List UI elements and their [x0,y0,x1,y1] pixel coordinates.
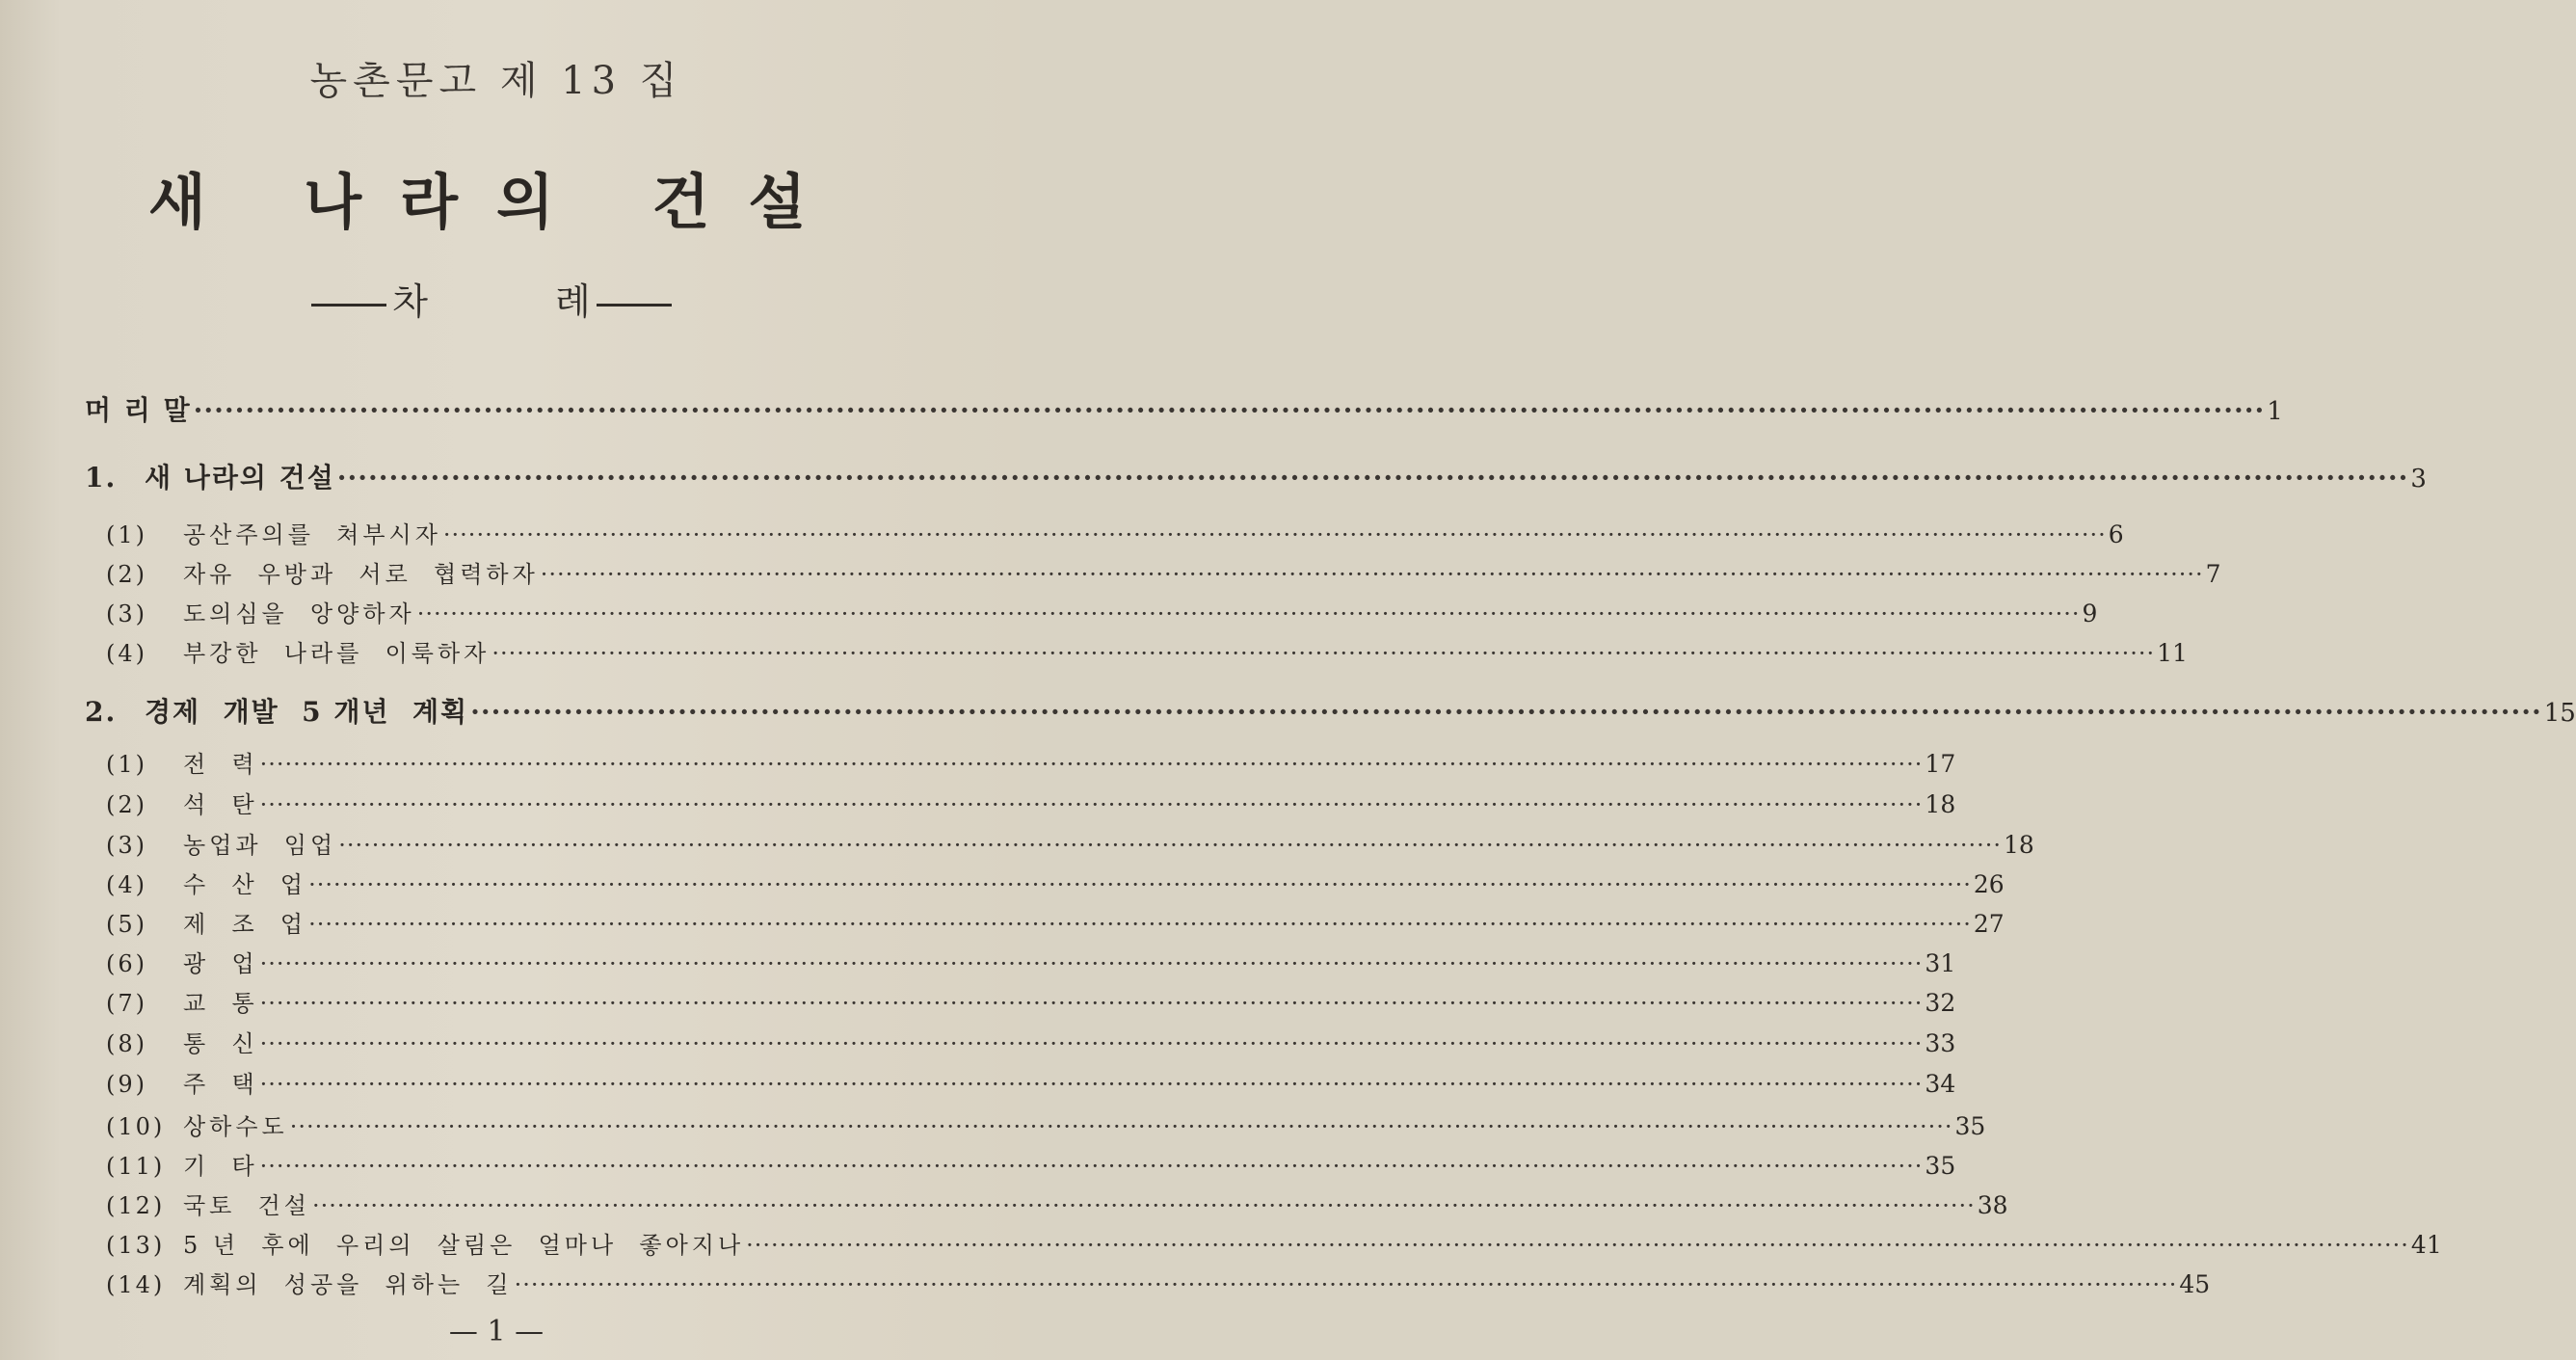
toc-subsection-row[interactable] [106,786,1956,819]
toc-subsection-row[interactable] [106,555,2221,589]
contents-heading [0,272,983,325]
toc-dot-leader: ········································································································································································································ [491,640,2156,667]
toc-entry-label [106,516,441,549]
toc-entry-number: (7) [106,990,147,1017]
toc-entry-number: (14) [106,1271,166,1298]
toc-entry-number: (4) [106,871,147,898]
toc-entry-number: (5) [106,911,147,938]
toc-page-number: 34 [1925,1070,1956,1098]
toc-entry-number: (13) [106,1232,166,1259]
toc-entry-label [106,905,306,939]
toc-entry-text: 머 리 말 [85,394,192,426]
toc-entry-label [106,826,336,860]
toc-entry-label [106,1147,258,1181]
toc-entry-label [106,786,258,819]
toc-dot-leader: ········································································································································································································ [338,832,2002,859]
toc-entry-text: 국토 건설 [183,1192,310,1219]
heading-rule-right [597,304,672,307]
toc-entry-text: 자유 우방과 서로 협력하자 [183,561,539,588]
toc-subsection-row[interactable] [106,826,2034,860]
toc-entry-label [106,745,258,779]
toc-page-number: 7 [2205,560,2221,588]
toc-entry-number: (4) [106,640,147,667]
toc-entry-text: 경제 개발 5 개년 계획 [145,696,469,728]
toc-entry-label [106,634,490,668]
toc-page-number: 15 [2543,699,2576,728]
toc-dot-leader: ········································································································································································································ [259,1153,1924,1180]
toc-page-number: 6 [2108,520,2124,548]
toc-entry-label [106,1187,310,1220]
toc-page-number: 32 [1925,989,1956,1017]
toc-page-number: 27 [1973,910,2005,938]
toc-subsection-row[interactable] [106,516,2124,549]
toc-dot-leader: ········································································································································································································ [540,561,2204,588]
toc-entry-label [106,1266,513,1299]
toc-entry-text: 교 통 [183,990,258,1017]
toc-dot-leader: ········································································································································································································ [470,696,2542,728]
toc-page-number: 31 [1925,949,1956,977]
toc-entry-number: (3) [106,600,147,627]
toc-subsection-row[interactable] [106,1025,1956,1058]
toc-subsection-row[interactable] [106,905,2005,939]
toc-entry-text: 기 타 [183,1153,258,1180]
toc-entry-text: 부강한 나라를 이룩하자 [183,640,491,667]
toc-dot-leader: ········································································································································································································ [514,1271,2178,1298]
toc-page-number: 33 [1925,1029,1956,1057]
toc-entry-number: (3) [106,832,147,859]
toc-entry-label [106,1226,744,1260]
toc-subsection-row[interactable] [106,1065,1956,1099]
toc-page-number: 18 [2003,831,2034,859]
page-number: — 1 — [448,1315,544,1348]
toc-page-number: 38 [1977,1191,2008,1219]
toc-entry-number: (12) [106,1192,166,1219]
toc-entry-label [106,984,258,1018]
toc-entry-number: (8) [106,1030,147,1057]
toc-page-number: 9 [2082,600,2098,627]
toc-entry-text: 수 산 업 [183,871,307,898]
toc-entry-label [106,1065,258,1099]
book-title: 새 나라의 건설 [147,167,845,237]
toc-page-number: 35 [1925,1152,1956,1180]
toc-dot-leader: ········································································································································································································ [336,462,2409,493]
toc-dot-leader: ········································································································································································································ [259,1071,1924,1098]
toc-subsection-row[interactable] [106,745,1956,779]
toc-subsection-row[interactable] [106,945,1956,978]
toc-dot-leader: ········································································································································································································ [308,871,1972,898]
series-label: 농촌문고 제 13 집 [309,59,683,103]
toc-page-number: 11 [2157,639,2188,667]
toc-entry-text: 농업과 임업 [183,832,337,859]
toc-dot-leader: ········································································································································································································ [442,521,2107,548]
toc-entry-text: 계획의 성공을 위하는 길 [183,1271,513,1298]
toc-entry-label [106,555,539,589]
toc-entry-number: 1. [85,462,118,493]
toc-page-number: 45 [2179,1270,2211,1298]
toc-subsection-row[interactable] [106,1266,2211,1299]
toc-entry-text: 도의심을 앙양하자 [183,600,415,627]
contents-heading-text: 차 례 [392,280,649,323]
toc-entry-label [106,1107,288,1141]
toc-entry-text: 광 업 [183,950,258,977]
toc-entry-label [85,691,468,730]
toc-subsection-row[interactable] [106,866,2005,899]
toc-page-number: 35 [1954,1112,1986,1140]
toc-dot-leader: ········································································································································································································ [259,1030,1924,1057]
toc-subsection-row[interactable] [106,1147,1956,1181]
toc-dot-leader: ········································································································································································································ [312,1192,1976,1219]
toc-entry-number: (9) [106,1071,147,1098]
toc-entry-number: (2) [106,561,147,588]
toc-entry-text: 새 나라의 건설 [145,462,335,493]
toc-page-number: 1 [2267,397,2283,426]
toc-dot-leader: ········································································································································································································ [259,791,1924,818]
toc-entry-text: 석 탄 [183,791,258,818]
toc-dot-leader: ········································································································································································································ [259,990,1924,1017]
heading-rule-left [311,304,386,307]
toc-entry-number: (10) [106,1113,166,1140]
toc-entry-number: (1) [106,521,147,548]
toc-section-row[interactable] [85,457,2427,495]
toc-dot-leader: ········································································································································································································ [289,1113,1953,1140]
toc-subsection-row[interactable] [106,1107,1986,1141]
toc-dot-leader: ········································································································································································································ [746,1232,2409,1259]
toc-page-number: 18 [1925,790,1956,818]
toc-section-row[interactable] [85,389,2283,428]
toc-entry-text: 통 신 [183,1030,258,1057]
toc-dot-leader: ········································································································································································································ [416,600,2081,627]
toc-dot-leader: ········································································································································································································ [308,911,1972,938]
toc-entry-label [85,457,335,495]
toc-page-number: 17 [1925,750,1956,778]
toc-entry-label [85,389,192,428]
toc-entry-text: 공산주의를 쳐부시자 [183,521,441,548]
toc-page-number: 41 [2410,1231,2442,1259]
toc-dot-leader: ········································································································································································································ [259,950,1924,977]
toc-entry-text: 제 조 업 [183,911,307,938]
toc-subsection-row[interactable] [106,1226,2442,1260]
toc-entry-text: 주 택 [183,1071,258,1098]
toc-subsection-row[interactable] [106,1187,2008,1220]
toc-section-row[interactable] [85,691,2576,730]
toc-subsection-row[interactable] [106,634,2188,668]
toc-page-number: 3 [2410,465,2427,493]
toc-entry-number: (6) [106,950,147,977]
toc-entry-label [106,595,415,628]
toc-entry-label [106,866,306,899]
toc-dot-leader: ········································································································································································································ [259,751,1924,778]
toc-entry-number: (1) [106,751,147,778]
toc-page-number: 26 [1973,870,2005,898]
toc-entry-number: 2. [85,696,118,728]
toc-subsection-row[interactable] [106,595,2098,628]
toc-subsection-row[interactable] [106,984,1956,1018]
toc-entry-text: 전 력 [183,751,258,778]
toc-entry-number: (2) [106,791,147,818]
toc-entry-text: 5 년 후에 우리의 살림은 얼마나 좋아지나 [183,1232,745,1259]
toc-entry-label [106,945,258,978]
toc-entry-label [106,1025,258,1058]
toc-dot-leader: ········································································································································································································ [193,394,2266,426]
toc-entry-text: 상하수도 [183,1113,288,1140]
toc-entry-number: (11) [106,1153,166,1180]
